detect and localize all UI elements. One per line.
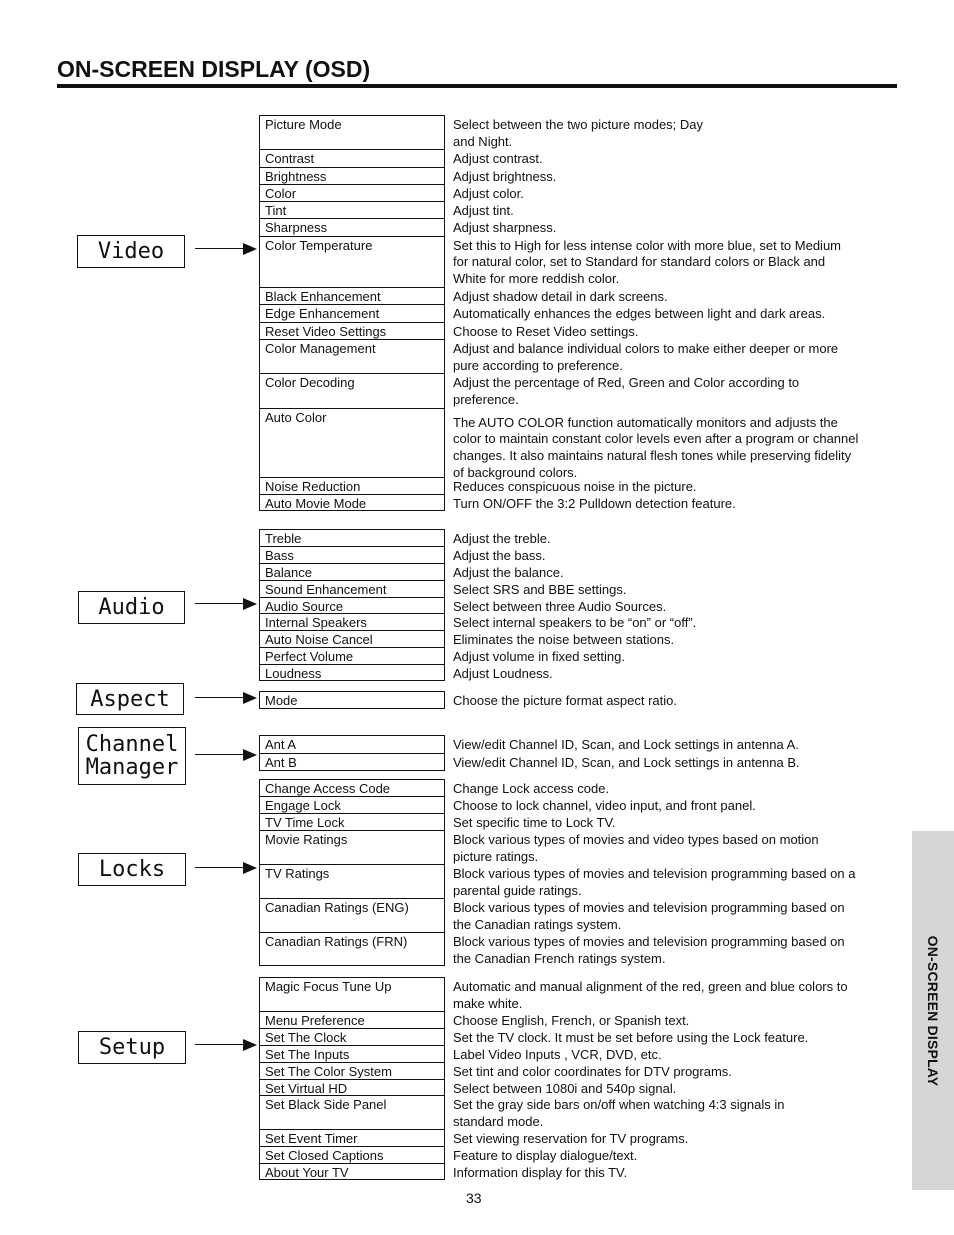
arrow-line: [195, 1044, 245, 1045]
description-line: Adjust brightness.: [453, 168, 557, 184]
menu-item-description: [453, 324, 898, 341]
description-line: Adjust the percentage of Red, Green and Color according to: [453, 375, 800, 391]
description-line: Select between the two picture modes; Day: [453, 117, 704, 132]
menu-column-audio: [259, 529, 445, 681]
description-line: Block various types of movies and video types based on motion: [453, 832, 819, 847]
arrow-icon: [195, 243, 257, 255]
menu-column-channel-manager: [259, 735, 445, 771]
menu-item-description: [453, 755, 898, 772]
description-line: Choose English, French, or Spanish text.: [453, 1012, 690, 1028]
description-line: parental guide ratings.: [453, 882, 582, 898]
menu-item-description: [453, 1131, 898, 1148]
page-title: ON-SCREEN DISPLAY (OSD): [57, 56, 371, 82]
menu-column-aspect: [259, 691, 445, 709]
menu-item-video[interactable]: Brightness: [260, 167, 444, 184]
menu-box-label: Locks: [98, 857, 166, 882]
menu-item-video[interactable]: Color Temperature: [260, 236, 444, 288]
menu-item-description: [453, 375, 898, 409]
description-line: Set this to High for less intense color with more blue, set to Medium: [453, 237, 842, 253]
description-line: the Canadian French ratings system.: [453, 950, 666, 966]
description-line: Set specific time to Lock TV.: [453, 815, 616, 830]
menu-item-video[interactable]: Contrast: [260, 149, 444, 166]
menu-item-video[interactable]: Noise Reduction: [260, 477, 444, 494]
description-line: and Night.: [453, 133, 513, 149]
menu-box-label: Manager: [85, 755, 179, 780]
description-line: of background colors.: [453, 465, 578, 481]
arrow-icon: [195, 862, 257, 874]
side-tab: [912, 831, 954, 1190]
menu-item-description: [453, 306, 898, 323]
menu-item-description: [453, 737, 898, 754]
menu-item-description: [453, 151, 898, 168]
description-line: Block various types of movies and television programming based on a: [453, 866, 856, 881]
menu-item-video[interactable]: Auto Color: [260, 408, 444, 477]
description-line: pure according to preference.: [453, 357, 623, 373]
menu-item-description: [453, 1081, 898, 1098]
menu-item-setup[interactable]: Magic Focus Tune Up: [260, 977, 444, 1011]
menu-item-description: [453, 979, 898, 1013]
menu-item-description: [453, 1013, 898, 1030]
menu-box-locks[interactable]: [78, 853, 186, 886]
description-line: Label Video Inputs , VCR, DVD, etc.: [453, 1046, 662, 1062]
menu-item-audio[interactable]: Bass: [260, 546, 444, 563]
menu-box-label: Aspect: [90, 686, 170, 712]
description-line: White for more reddish color.: [453, 271, 620, 287]
description-line: Adjust tint.: [453, 203, 514, 219]
menu-item-description: [453, 341, 898, 375]
menu-item-audio[interactable]: Internal Speakers: [260, 613, 444, 630]
description-line: Block various types of movies and television programming based on: [453, 934, 845, 949]
arrow-line: [195, 697, 245, 698]
menu-box-video[interactable]: [77, 235, 185, 268]
menu-item-locks[interactable]: TV Time Lock: [260, 813, 444, 830]
description-line: Select between three Audio Sources.: [453, 598, 667, 614]
menu-item-audio[interactable]: Sound Enhancement: [260, 580, 444, 597]
description-line: View/edit Channel ID, Scan, and Lock settings in antenna A.: [453, 737, 799, 752]
menu-item-description: [453, 289, 898, 306]
menu-item-description: [453, 599, 898, 616]
description-line: preference.: [453, 392, 519, 408]
menu-box-aspect[interactable]: [76, 683, 184, 715]
arrow-icon: [195, 749, 257, 761]
menu-item-description: [453, 1030, 898, 1047]
menu-item-setup[interactable]: Set Black Side Panel: [260, 1095, 444, 1129]
menu-item-video[interactable]: Color Decoding: [260, 373, 444, 407]
menu-item-description: [453, 415, 898, 482]
menu-item-aspect[interactable]: Mode: [260, 691, 444, 709]
menu-item-description: [453, 531, 898, 548]
description-line: Change Lock access code.: [453, 781, 610, 796]
menu-item-description: [453, 220, 898, 237]
menu-item-description: [453, 666, 898, 683]
description-line: Turn ON/OFF the 3:2 Pulldown detection feature.: [453, 495, 736, 511]
arrow-icon: [195, 598, 257, 610]
description-line: changes. It also maintains natural flesh tones while preserving fidelity: [453, 448, 852, 464]
description-line: Adjust the treble.: [453, 531, 551, 546]
description-line: Select between 1080i and 540p signal.: [453, 1080, 677, 1096]
description-line: Eliminates the noise between stations.: [453, 632, 675, 648]
menu-item-locks[interactable]: Movie Ratings: [260, 830, 444, 864]
description-line: standard mode.: [453, 1114, 544, 1130]
arrow-line: [195, 867, 245, 868]
description-line: picture ratings.: [453, 848, 539, 864]
menu-item-description: [453, 815, 898, 832]
description-line: Reduces conspicuous noise in the picture.: [453, 478, 697, 494]
description-line: Information display for this TV.: [453, 1165, 628, 1181]
menu-item-setup[interactable]: Set The Clock: [260, 1028, 444, 1045]
menu-item-description: [453, 798, 898, 815]
arrow-head-icon: [243, 862, 257, 874]
menu-item-description: [453, 866, 898, 900]
menu-item-setup[interactable]: Set Virtual HD: [260, 1079, 444, 1096]
menu-box-label: Channel: [85, 732, 179, 757]
menu-item-description: [453, 582, 898, 599]
menu-item-description: [453, 496, 898, 513]
menu-item-setup[interactable]: Set Event Timer: [260, 1129, 444, 1146]
menu-item-description: [453, 632, 898, 649]
arrow-head-icon: [243, 692, 257, 704]
page-number: 33: [466, 1190, 482, 1206]
menu-item-video[interactable]: Reset Video Settings: [260, 322, 444, 339]
description-line: make white.: [453, 995, 523, 1011]
menu-item-video[interactable]: Auto Movie Mode: [260, 494, 444, 511]
arrow-icon: [195, 1039, 257, 1051]
menu-item-audio[interactable]: Loudness: [260, 664, 444, 681]
description-line: color to maintain constant color levels even after a program or channel: [453, 431, 859, 447]
menu-item-description: [453, 1165, 898, 1182]
menu-item-video[interactable]: Tint: [260, 201, 444, 218]
menu-item-description: [453, 169, 898, 186]
menu-item-setup[interactable]: Set The Inputs: [260, 1045, 444, 1062]
description-line: Automatic and manual alignment of the red, green and blue colors to: [453, 979, 848, 994]
description-line: Adjust color.: [453, 185, 524, 201]
menu-item-description: [453, 1047, 898, 1064]
menu-item-locks[interactable]: TV Ratings: [260, 864, 444, 898]
arrow-icon: [195, 692, 257, 704]
menu-item-audio[interactable]: Auto Noise Cancel: [260, 630, 444, 647]
menu-item-description: [453, 781, 898, 798]
description-line: for natural color, set to Standard for standard colors or Black and: [453, 254, 826, 270]
arrow-head-icon: [243, 243, 257, 255]
description-line: Adjust shadow detail in dark screens.: [453, 289, 668, 305]
menu-item-video[interactable]: Color: [260, 184, 444, 201]
menu-item-video[interactable]: Color Management: [260, 339, 444, 373]
arrow-head-icon: [243, 1039, 257, 1051]
menu-item-description: [453, 900, 898, 934]
menu-box-label: Setup: [98, 1035, 166, 1060]
description-line: Select SRS and BBE settings.: [453, 581, 627, 597]
menu-item-description: [453, 565, 898, 582]
description-line: Adjust the balance.: [453, 564, 564, 580]
menu-item-description: [453, 934, 898, 968]
menu-item-description: [453, 832, 898, 866]
description-line: The AUTO COLOR function automatically monitors and adjusts the: [453, 414, 838, 430]
description-line: Choose the picture format aspect ratio.: [453, 693, 678, 708]
menu-box-setup[interactable]: [78, 1031, 186, 1064]
description-line: Adjust volume in fixed setting.: [453, 649, 625, 665]
description-line: Set viewing reservation for TV programs.: [453, 1131, 689, 1147]
arrow-line: [195, 248, 245, 249]
menu-item-audio[interactable]: Balance: [260, 563, 444, 580]
arrow-head-icon: [243, 598, 257, 610]
menu-item-description: [453, 238, 898, 288]
menu-item-description: [453, 479, 898, 496]
menu-item-description: [453, 615, 898, 632]
menu-item-description: [453, 693, 898, 710]
menu-item-description: [453, 186, 898, 203]
description-line: Automatically enhances the edges between light and dark areas.: [453, 306, 826, 322]
description-line: Set the TV clock. It must be set before using the Lock feature.: [453, 1029, 809, 1045]
description-line: Adjust the bass.: [453, 547, 546, 563]
arrow-line: [195, 603, 245, 604]
menu-item-description: [453, 203, 898, 220]
menu-item-setup[interactable]: Menu Preference: [260, 1011, 444, 1028]
menu-item-audio[interactable]: Audio Source: [260, 597, 444, 614]
arrow-head-icon: [243, 749, 257, 761]
menu-item-description: [453, 117, 898, 151]
description-line: Adjust sharpness.: [453, 220, 557, 236]
side-tab-label: ON-SCREEN DISPLAY: [925, 935, 941, 1086]
description-line: Select internal speakers to be “on” or “off”.: [453, 615, 697, 631]
menu-item-setup[interactable]: Set Closed Captions: [260, 1146, 444, 1163]
menu-item-video[interactable]: Picture Mode: [260, 115, 444, 149]
description-line: Adjust Loudness.: [453, 666, 553, 682]
menu-item-description: [453, 548, 898, 565]
menu-box-channel-manager[interactable]: [78, 727, 186, 785]
menu-item-locks[interactable]: Canadian Ratings (FRN): [260, 932, 444, 966]
menu-item-video[interactable]: Sharpness: [260, 218, 444, 235]
menu-column-locks: [259, 779, 445, 966]
description-line: the Canadian ratings system.: [453, 916, 622, 932]
menu-column-video: [259, 115, 445, 511]
description-line: View/edit Channel ID, Scan, and Lock settings in antenna B.: [453, 755, 800, 770]
description-line: Adjust contrast.: [453, 151, 543, 167]
title-rule: [57, 84, 897, 88]
menu-item-locks[interactable]: Engage Lock: [260, 796, 444, 813]
menu-column-setup: [259, 977, 445, 1180]
arrow-line: [195, 754, 245, 755]
description-line: Block various types of movies and television programming based on: [453, 900, 845, 915]
menu-item-description: [453, 649, 898, 666]
menu-item-video[interactable]: Edge Enhancement: [260, 304, 444, 321]
menu-item-locks[interactable]: Canadian Ratings (ENG): [260, 898, 444, 932]
description-line: Choose to lock channel, video input, and front panel.: [453, 798, 756, 813]
menu-item-setup[interactable]: About Your TV: [260, 1163, 444, 1180]
menu-box-label: Audio: [98, 595, 165, 620]
menu-box-label: Video: [97, 239, 165, 264]
menu-item-video[interactable]: Black Enhancement: [260, 287, 444, 304]
description-line: Set the gray side bars on/off when watching 4:3 signals in: [453, 1097, 785, 1113]
description-line: Choose to Reset Video settings.: [453, 323, 639, 339]
menu-item-audio[interactable]: Perfect Volume: [260, 647, 444, 664]
description-line: Feature to display dialogue/text.: [453, 1148, 638, 1164]
menu-box-audio[interactable]: [78, 591, 185, 624]
menu-item-locks[interactable]: Change Access Code: [260, 779, 444, 796]
menu-item-channel-manager[interactable]: Ant A: [260, 735, 444, 753]
description-line: Set tint and color coordinates for DTV programs.: [453, 1063, 732, 1079]
menu-item-setup[interactable]: Set The Color System: [260, 1062, 444, 1079]
menu-item-audio[interactable]: Treble: [260, 529, 444, 546]
menu-item-channel-manager[interactable]: Ant B: [260, 753, 444, 771]
description-line: Adjust and balance individual colors to make either deeper or more: [453, 340, 839, 356]
menu-item-description: [453, 1148, 898, 1165]
menu-item-description: [453, 1097, 898, 1131]
menu-item-description: [453, 1064, 898, 1081]
